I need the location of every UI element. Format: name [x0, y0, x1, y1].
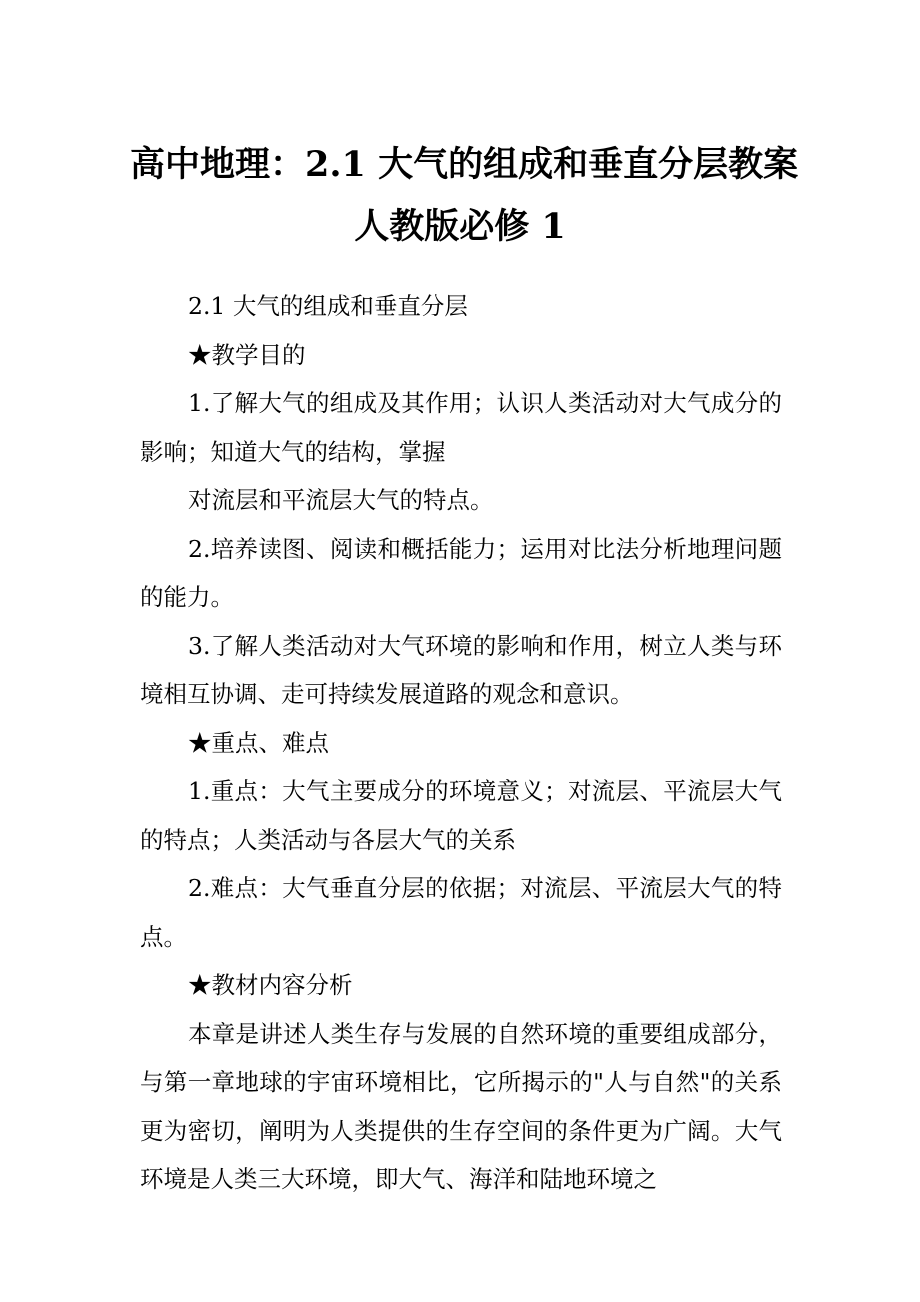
- document-title-line-2: 人教版必修 1: [354, 206, 566, 247]
- key-point: 1.重点：大气主要成分的环境意义；对流层、平流层大气的特点；人类活动与各层大气的关系: [140, 777, 782, 854]
- document-body: [140, 282, 782, 1204]
- objective-1: 1.了解大气的组成及其作用；认识人类活动对大气成分的影响；知道大气的结构，掌握: [140, 389, 782, 466]
- section-heading: 2.1 大气的组成和垂直分层: [188, 292, 468, 320]
- document-title-line-1: 高中地理：2.1 大气的组成和垂直分层教案: [130, 144, 799, 185]
- key-points-heading: ★重点、难点: [188, 728, 329, 757]
- difficult-point: 2.难点：大气垂直分层的依据；对流层、平流层大气的特点。: [140, 874, 782, 951]
- content-analysis-paragraph: 本章是讲述人类生存与发展的自然环境的重要组成部分，与第一章地球的宇宙环境相比，它所揭示的"人与自然"的关系更为密切，阐明为人类提供的生存空间的条件更为广阔。大气环境是人类三大环境，即大气、海洋和陆地环境之: [140, 1019, 782, 1193]
- objective-3: 3.了解人类活动对大气环境的影响和作用，树立人类与环境相互协调、走可持续发展道路的观念和意识。: [140, 631, 782, 708]
- teaching-objectives-heading: ★教学目的: [188, 340, 306, 369]
- objective-1-continued: 对流层和平流层大气的特点。: [188, 486, 494, 514]
- objective-2: 2.培养读图、阅读和概括能力；运用对比法分析地理问题的能力。: [140, 534, 782, 611]
- content-analysis-heading: ★教材内容分析: [188, 971, 353, 999]
